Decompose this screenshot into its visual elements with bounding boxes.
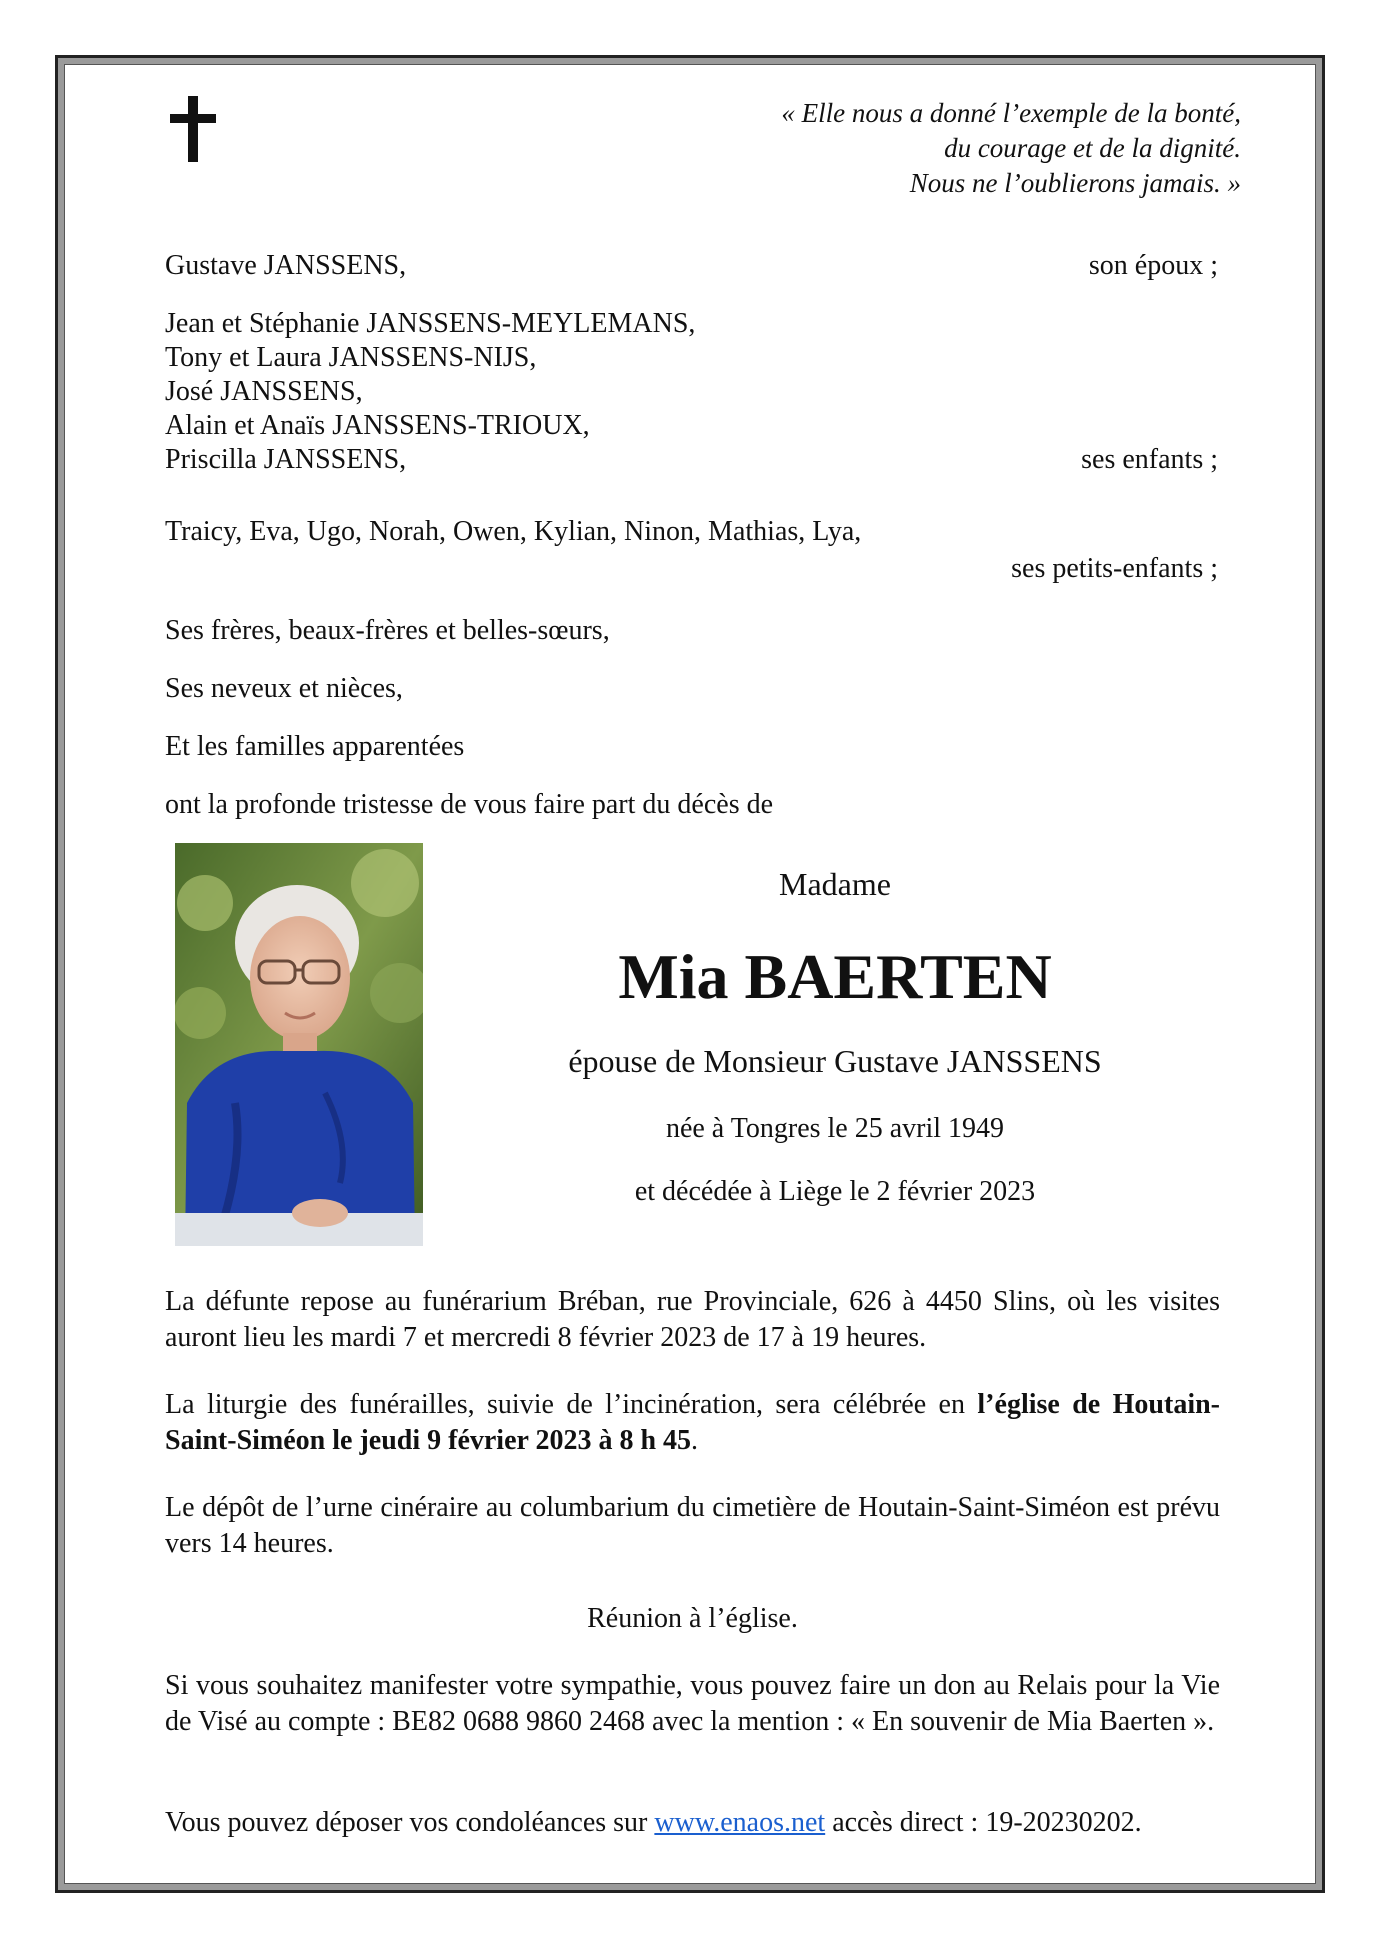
child-line: Jean et Stéphanie JANSSENS-MEYLEMANS, (165, 308, 696, 339)
enaos-link[interactable]: www.enaos.net (654, 1807, 826, 1838)
grandchildren-relation: ses petits-enfants ; (1011, 553, 1218, 584)
deceased-name: Mia BAERTEN (618, 941, 1052, 1012)
siblings-line: Ses frères, beaux-frères et belles-sœurs, (165, 615, 610, 646)
birth-info: née à Tongres le 25 avril 1949 (665, 1113, 1005, 1144)
death-info: et décédée à Liège le 2 février 2023 (634, 1176, 1036, 1207)
liturgy-end: . (691, 1425, 699, 1456)
liturgy-bold-text: l’église de Houtain-Saint-Siméon le jeudi 9 février 2023 à 8 h 45 (165, 1389, 1220, 1456)
quote-line: Nous ne l’oublierons jamais. » (909, 168, 1241, 198)
spouse-name: Gustave JANSSENS, (165, 250, 407, 281)
children-relation: ses enfants ; (1081, 444, 1218, 475)
families-line: Et les familles apparentées (165, 731, 465, 762)
quote-line: du courage et de la dignité. (944, 133, 1241, 163)
condolences-paragraph (165, 1805, 1220, 1841)
nephews-line: Ses neveux et nièces, (165, 673, 403, 704)
grandchildren-line: Traicy, Eva, Ugo, Norah, Owen, Kylian, Ninon, Mathias, Lya, (165, 516, 862, 547)
deceased-spouse: épouse de Monsieur Gustave JANSSENS (568, 1043, 1102, 1079)
visitation-paragraph: La défunte repose au funérarium Bréban, rue Provinciale, 626 à 4450 Slins, où les visites auront lieu les mardi 7 et mercredi 8 février 2023 de 17 à 19 heures. (165, 1286, 1220, 1353)
child-line: Tony et Laura JANSSENS-NIJS, (165, 342, 537, 373)
liturgy-paragraph (165, 1387, 1220, 1459)
condolences-access: accès direct : 19-20230202. (825, 1807, 1142, 1838)
liturgy-text: La liturgie des funérailles, suivie de l’incinération, sera célébrée en (165, 1389, 978, 1420)
child-line: Alain et Anaïs JANSSENS-TRIOUX, (165, 410, 590, 441)
portrait-photo (175, 843, 423, 1246)
condolences-text: Vous pouvez déposer vos condoléances sur (165, 1807, 655, 1838)
spouse-relation: son époux ; (1088, 250, 1218, 281)
meeting-line: Réunion à l’église. (587, 1603, 798, 1634)
donation-paragraph: Si vous souhaitez manifester votre sympathie, vous pouvez faire un don au Relais pour la Vie de Visé au compte : BE82 0688 9860 2468 avec la mention : « En souvenir de Mia Baerten ». (165, 1670, 1220, 1737)
cross-icon (170, 96, 216, 162)
deceased-title: Madame (779, 866, 891, 902)
child-line: Priscilla JANSSENS, (165, 444, 407, 475)
quote-line: « Elle nous a donné l’exemple de la bonté, (781, 98, 1241, 128)
urn-paragraph: Le dépôt de l’urne cinéraire au columbarium du cimetière de Houtain-Saint-Siméon est prévu vers 14 heures. (165, 1492, 1220, 1559)
memorial-quote (781, 96, 1241, 201)
announcement-line: ont la profonde tristesse de vous faire part du décès de (165, 789, 774, 820)
child-line: José JANSSENS, (165, 376, 363, 407)
